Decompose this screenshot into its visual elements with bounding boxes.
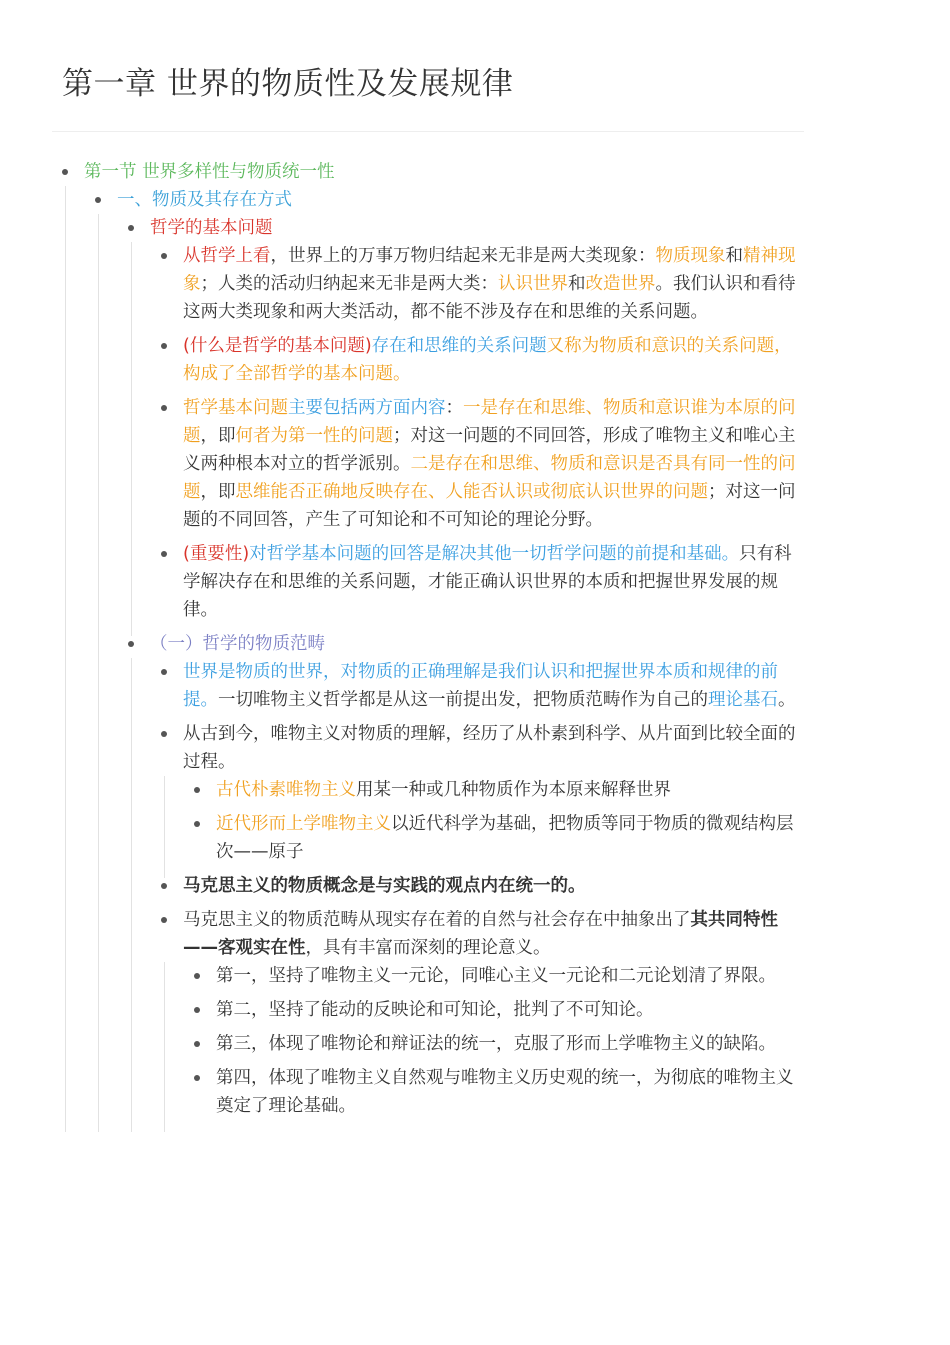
text-segment: ，即 bbox=[200, 426, 236, 446]
significance-item-2 bbox=[194, 996, 801, 1024]
page-title: 第一章 世界的物质性及发展规律 bbox=[62, 66, 514, 102]
significance-list bbox=[194, 962, 822, 1120]
text-segment: 认识世界 bbox=[498, 274, 568, 294]
text-segment: 改造世界 bbox=[585, 274, 656, 294]
text-segment: ，具有丰富而深刻的理论意义。 bbox=[305, 938, 551, 958]
basic-question-item-2 bbox=[161, 332, 803, 388]
outline-item-subsection bbox=[95, 186, 822, 1120]
matter-item-2-row bbox=[161, 720, 803, 776]
history-item-2 bbox=[194, 810, 801, 866]
text-segment: ，即 bbox=[200, 482, 236, 502]
list-item bbox=[194, 962, 822, 990]
list-item bbox=[194, 776, 822, 804]
text-segment: 。我们认识和看待这两大类现象和两大类活动，都不能不涉及存在和思维的关系问题。 bbox=[183, 274, 796, 322]
text-segment: 。 bbox=[778, 690, 796, 710]
text-segment: 以近代科学为基础，把物质等同于物质的微观结构层次——原子 bbox=[216, 814, 794, 862]
significance-item-4 bbox=[194, 1064, 801, 1120]
text-segment: ；人类的活动归纳起来无非是两大类： bbox=[200, 274, 498, 294]
text-segment: 理论基石 bbox=[708, 690, 778, 710]
text-segment: 一切唯物主义哲学都是从这一前提出发，把物质范畴作为自己的 bbox=[218, 690, 708, 710]
text-segment: (重要性) bbox=[183, 544, 250, 564]
history-item-1 bbox=[194, 776, 801, 804]
matter-item-4-text bbox=[161, 906, 803, 962]
text-segment: 马克思主义的物质范畴从现实存在着的自然与社会存在中抽象出了 bbox=[183, 910, 691, 930]
list-item bbox=[161, 242, 822, 326]
matter-item-1-text bbox=[161, 658, 803, 714]
significance-text: 第三，体现了唯物论和辩证法的统一，克服了形而上学唯物主义的缺陷。 bbox=[216, 1034, 776, 1054]
list-item bbox=[161, 394, 822, 534]
outline-item-basic-question bbox=[128, 214, 822, 624]
text-segment: 从哲学上看 bbox=[183, 246, 271, 266]
text-segment: 用某一种或几种物质作为本原来解释世界 bbox=[356, 780, 671, 800]
list-item bbox=[161, 658, 822, 714]
basic-question-list bbox=[161, 242, 822, 624]
text-segment: 思维能否正确地反映存在、人能否认识或彻底认识世界的问题 bbox=[235, 482, 708, 502]
matter-category-list bbox=[161, 658, 822, 1120]
basic-question-row[interactable] bbox=[128, 214, 822, 242]
text-segment: ；对这一问题的不同回答，产生了可知论和不可知论的理论分野。 bbox=[183, 482, 796, 530]
significance-item-3 bbox=[194, 1030, 801, 1058]
significance-text: 第四，体现了唯物主义自然观与唯物主义历史观的统一，为彻底的唯物主义奠定了理论基础。 bbox=[216, 1068, 794, 1116]
list-item bbox=[161, 906, 822, 1120]
outline-item-section bbox=[62, 158, 822, 1120]
history-list bbox=[194, 776, 822, 866]
text-segment: ，世界上的万事万物归结起来无非是两大类现象： bbox=[270, 246, 656, 266]
basic-question-item-3 bbox=[161, 394, 803, 534]
text-segment: 近代形而上学唯物主义 bbox=[216, 814, 391, 834]
matter-item-3-text: 马克思主义的物质概念是与实践的观点内在统一的。 bbox=[183, 876, 586, 896]
subsection-children bbox=[128, 214, 822, 1120]
text-segment: 存在和思维的关系问题 bbox=[371, 336, 547, 356]
list-item bbox=[194, 1064, 822, 1120]
text-segment: (什么是哲学的基本问题) bbox=[183, 336, 372, 356]
significance-item-1 bbox=[194, 962, 801, 990]
significance-text: 第二，坚持了能动的反映论和可知论，批判了不可知论。 bbox=[216, 1000, 654, 1020]
list-item bbox=[161, 720, 822, 866]
outline-tree bbox=[62, 158, 822, 1126]
matter-category-row[interactable] bbox=[128, 630, 822, 658]
text-segment: 又称为物质和意识的关系问题，构成了全部哲学的基本问题。 bbox=[183, 336, 792, 384]
text-segment: 精神现象 bbox=[183, 246, 796, 294]
list-item bbox=[194, 810, 822, 866]
text-segment: 何者为第一性的问题 bbox=[235, 426, 393, 446]
text-segment: 哲学基本问题 bbox=[183, 398, 288, 418]
text-segment: 二是存在和思维、物质和意识是否具有同一性的问题 bbox=[183, 454, 796, 502]
text-segment: 和 bbox=[725, 246, 743, 266]
list-item bbox=[194, 996, 822, 1024]
title-divider bbox=[52, 131, 804, 132]
section-row[interactable] bbox=[62, 158, 822, 186]
text-segment: 世界是物质的世界，对物质的正确理解是我们认识和把握世界本质和规律的前提。 bbox=[183, 662, 778, 710]
matter-category-heading: （一）哲学的物质范畴 bbox=[150, 634, 325, 654]
text-segment: ；对这一问题的不同回答，形成了唯物主义和唯心主义两种根本对立的哲学派别。 bbox=[183, 426, 796, 474]
subsection-heading: 一、物质及其存在方式 bbox=[117, 190, 292, 210]
list-item bbox=[194, 1030, 822, 1058]
section-children bbox=[95, 186, 822, 1120]
basic-question-item-1 bbox=[161, 242, 803, 326]
significance-text: 第一，坚持了唯物主义一元论，同唯心主义一元论和二元论划清了界限。 bbox=[216, 966, 776, 986]
matter-item-3-row bbox=[161, 872, 803, 900]
outline-item-matter-category bbox=[128, 630, 822, 1120]
list-item bbox=[161, 540, 822, 624]
basic-question-heading: 哲学的基本问题 bbox=[150, 218, 273, 238]
list-item bbox=[161, 872, 822, 900]
list-item bbox=[161, 332, 822, 388]
text-segment: 对哲学基本问题的回答是解决其他一切哲学问题的前提和基础。 bbox=[249, 544, 740, 564]
text-segment: 和 bbox=[568, 274, 586, 294]
text-segment: 一是存在和思维、物质和意识谁为本原的问题 bbox=[183, 398, 796, 446]
subsection-row[interactable] bbox=[95, 186, 822, 214]
section-heading: 第一节 世界多样性与物质统一性 bbox=[84, 162, 335, 182]
text-segment: ： bbox=[445, 398, 463, 418]
text-segment: 物质现象 bbox=[655, 246, 726, 266]
matter-item-2-text: 从古到今，唯物主义对物质的理解，经历了从朴素到科学、从片面到比较全面的过程。 bbox=[183, 724, 796, 772]
text-segment: 主要包括两方面内容 bbox=[288, 398, 446, 418]
basic-question-item-4 bbox=[161, 540, 803, 624]
text-segment: 其共同特性——客观实在性 bbox=[183, 910, 778, 958]
text-segment: 古代朴素唯物主义 bbox=[216, 780, 356, 800]
text-segment: 只有科学解决存在和思维的关系问题，才能正确认识世界的本质和把握世界发展的规律。 bbox=[183, 544, 792, 620]
